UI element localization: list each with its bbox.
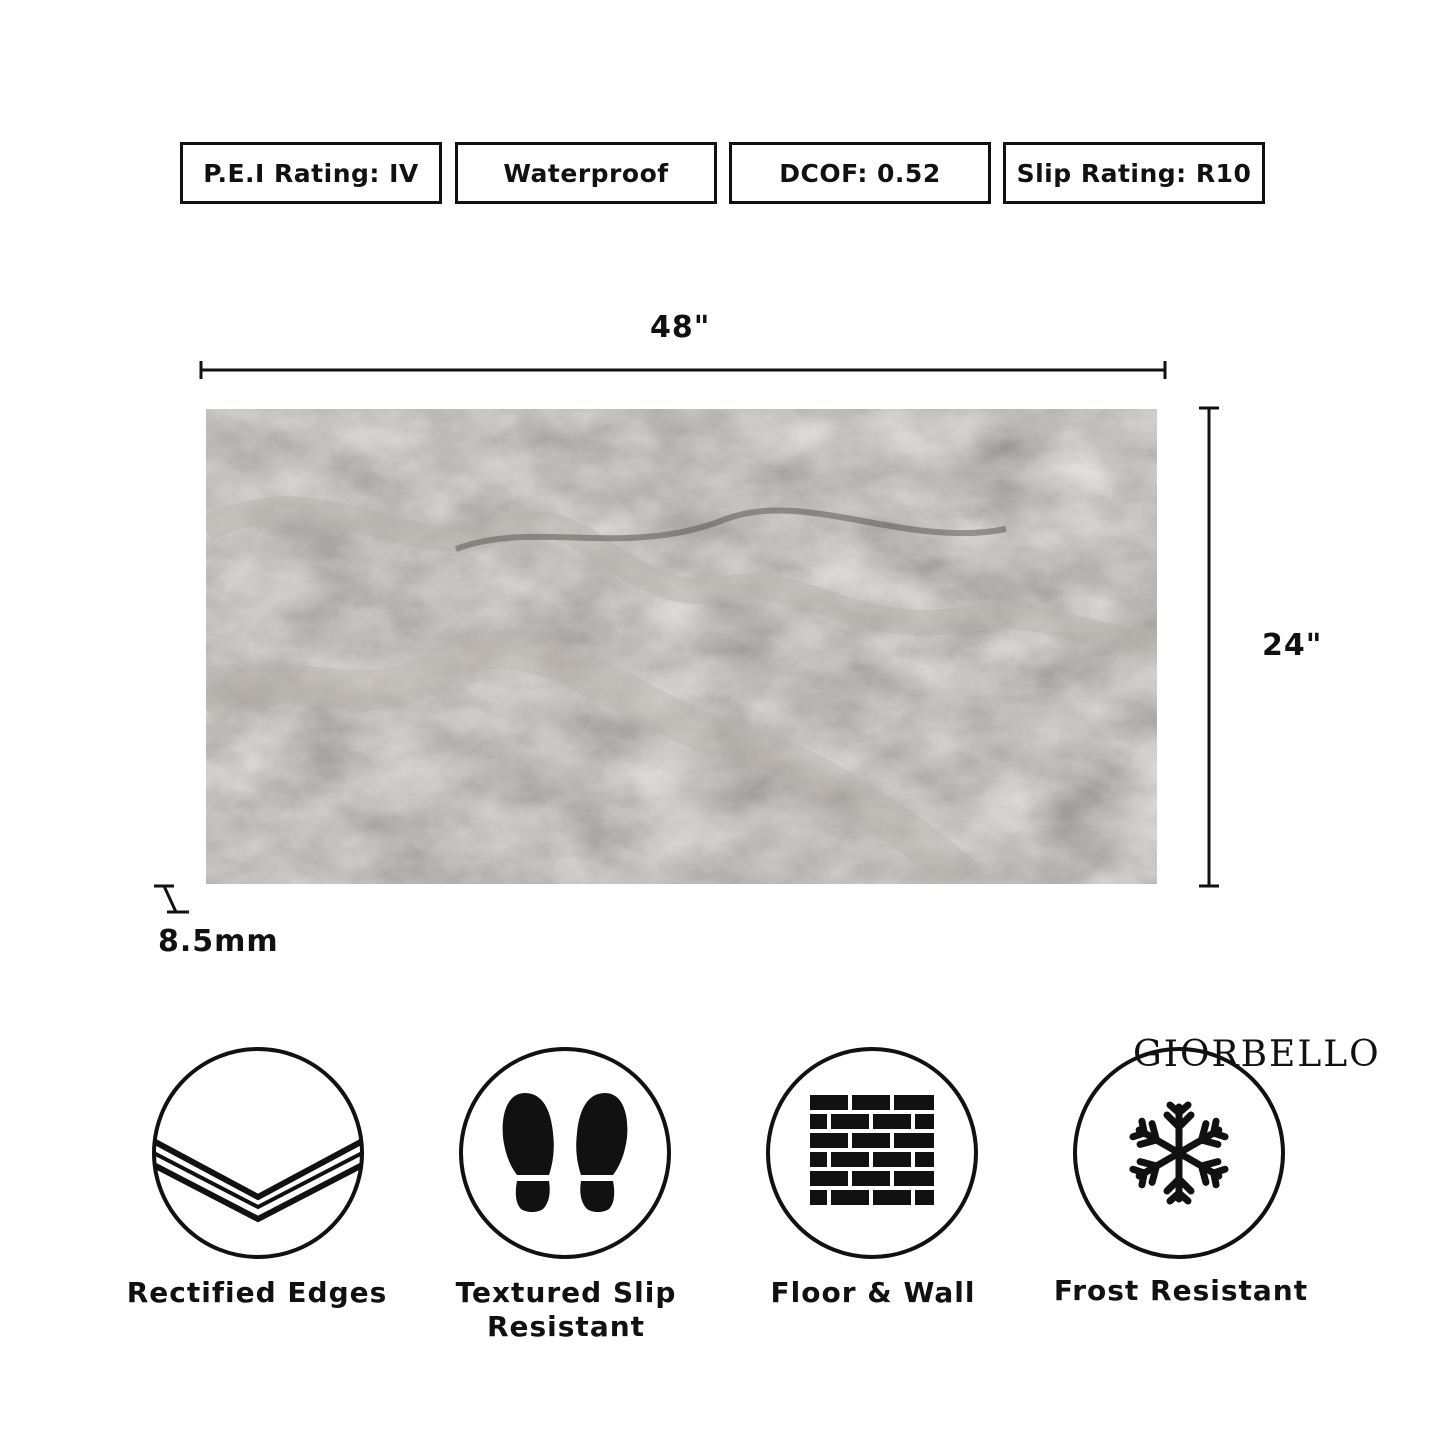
spec-badge-label: DCOF: 0.52	[779, 158, 941, 188]
brick-wall-icon	[764, 1045, 980, 1265]
width-dimension-label: 48"	[650, 310, 711, 345]
spec-badge-waterproof	[455, 142, 717, 204]
height-dimension-line	[1196, 404, 1222, 890]
spec-badge-pei	[180, 142, 442, 204]
footprints-icon	[457, 1045, 673, 1265]
spec-badge-label: Waterproof	[503, 158, 669, 188]
height-dimension-label: 24"	[1262, 628, 1323, 663]
rectified-edges-icon	[150, 1045, 366, 1265]
snowflake-icon	[1071, 1045, 1287, 1265]
tile-image	[206, 409, 1157, 884]
thickness-indicator	[150, 880, 200, 920]
feature-label-rectified-edges: Rectified Edges	[126, 1276, 388, 1309]
feature-label-frost-resistant: Frost Resistant	[1053, 1274, 1309, 1307]
spec-badge-slip-rating	[1003, 142, 1265, 204]
spec-badge-label: Slip Rating: R10	[1016, 158, 1252, 188]
feature-label-floor-wall: Floor & Wall	[770, 1276, 976, 1309]
width-dimension-line	[195, 358, 1171, 382]
feature-label-text: Textured Slip Resistant	[455, 1276, 677, 1343]
brand-logo: GIORBELLO	[1133, 1034, 1381, 1075]
thickness-label: 8.5mm	[158, 924, 279, 959]
feature-label-textured-slip-resistant	[406, 1276, 726, 1344]
spec-badge-label: P.E.I Rating: IV	[203, 158, 419, 188]
spec-badge-dcof	[729, 142, 991, 204]
